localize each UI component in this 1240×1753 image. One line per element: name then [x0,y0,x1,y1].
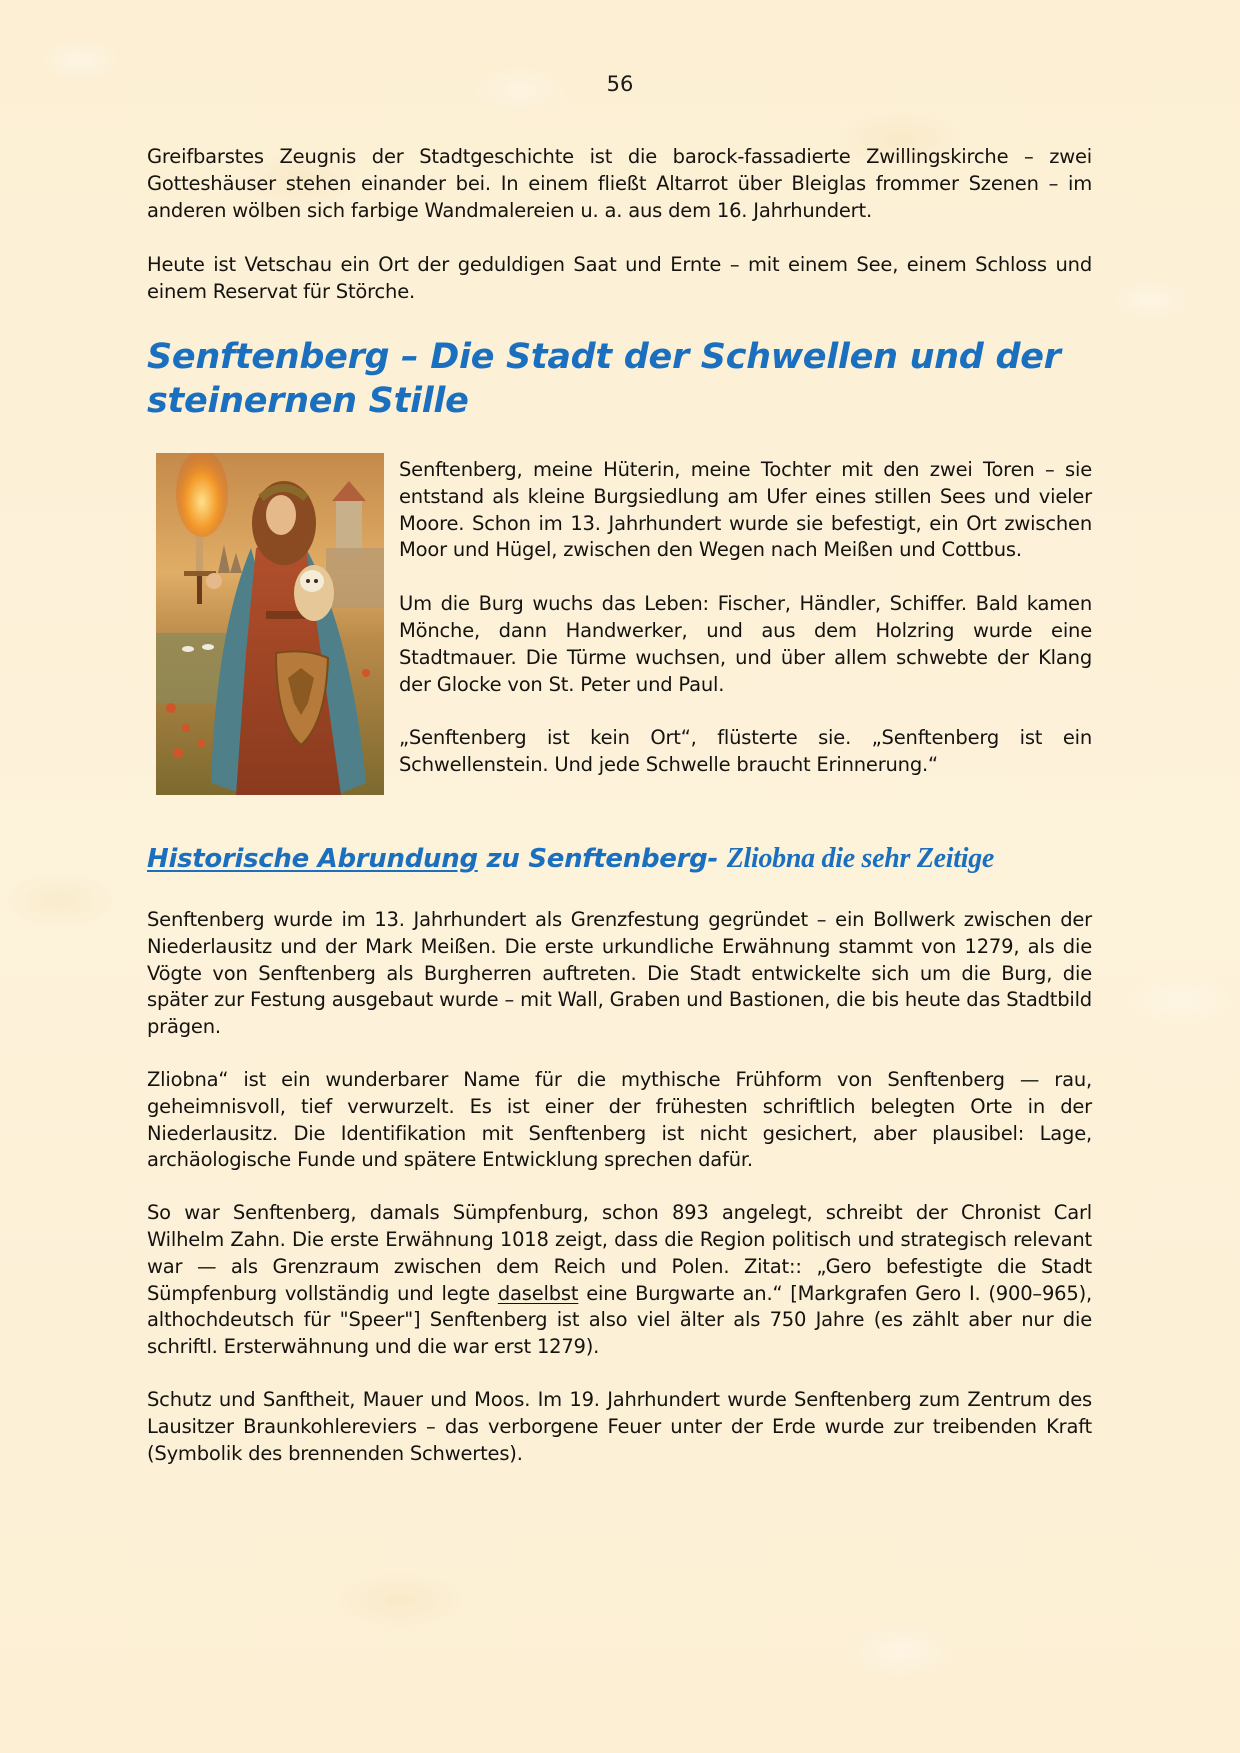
history-p3-before: So war Senftenberg, damals Sümpfenburg, schon 893 angelegt, schreibt der Chronist Carl Wilhelm Zahn. Die erste Erwähnung 1018 zeigt, dass die Region politisch und strategisch relevant war — als Grenzraum zwischen dem Reich und Polen. Zitat:: „Gero befestigte die Stadt Sümpfenburg vollständig und legte [147,1201,1092,1305]
history-paragraph: Schutz und Sanftheit, Mauer und Moos. Im 19. Jahrhundert wurde Senftenberg zum Zentrum des Lausitzer Braunkohlereviers – das verborgene Feuer unter der Erde wurde zur treibenden Kraft (Symbolik des brennenden Schwertes). [147,1387,1092,1465]
story-paragraph: „Senftenberg ist kein Ort“, flüsterte sie. „Senftenberg ist ein Schwellenstein. Und jede Schwelle braucht Erinnerung.“ [399,726,1092,777]
history-title-underlined: Historische Abrundung [147,844,478,874]
intro-paragraph: Greifbarstes Zeugnis der Stadtgeschichte ist die barock-fassadierte Zwillingskirche – zwei Gotteshäuser stehen einander bei. In einem fließt Altarrot über Bleiglas frommer Szenen – im anderen wölben sich farbige Wandmalereien u. a. aus dem 16. Jahrhundert. [147,145,1092,222]
portrait-illustration [156,453,384,795]
story-paragraph: Senftenberg, meine Hüterin, meine Tochter mit den zwei Toren – sie entstand als kleine Burgsiedlung am Ufer eines stillen Sees und vieler Moore. Schon im 13. Jahrhundert wurde sie befestigt, ein Ort zwischen Moor und Hügel, zwischen den Wegen nach Meißen und Cottbus. [399,458,1092,562]
story-paragraph: Um die Burg wuchs das Leben: Fischer, Händler, Schiffer. Bald kamen Mönche, dann Handwerker, und aus dem Holzring wurde eine Stadtmauer. Die Türme wuchsen, und über allem schwebte der Klang der Glocke von St. Peter und Paul. [399,592,1092,696]
history-paragraph [147,1200,1092,1361]
history-title [147,842,1092,876]
intro-section [147,143,1092,332]
story-text [399,457,1092,806]
history-title-serif: Zliobna die sehr Zeitige [726,843,995,874]
story-block [156,453,1092,813]
history-paragraph: Senftenberg wurde im 13. Jahrhundert als Grenzfestung gegründet – ein Bollwerk zwischen der Niederlausitz und der Mark Meißen. Die erste urkundliche Erwähnung stammt von 1279, als die Vögte von Senftenberg als Burgherren auftreten. Die Stadt entwickelte sich um die Burg, die später zur Festung ausgebaut wurde – mit Wall, Graben und Bastionen, die bis heute das Stadtbild prägen. [147,908,1092,1039]
page-number: 56 [606,72,634,96]
history-p3-after: eine Burgwarte an.“ [Markgrafen Gero I. (900–965), althochdeutsch für "Speer"] Senftenberg ist also viel älter als 750 Jahre (es zählt aber nur die schriftl. Ersterwähnung und die war erst 1279). [147,1281,1092,1359]
daselbst-underlined: daselbst [497,1281,579,1305]
history-section [147,907,1092,1493]
intro-paragraph: Heute ist Vetschau ein Ort der geduldigen Saat und Ernte – mit einem See, einem Schloss und einem Reservat für Störche. [147,253,1092,303]
history-paragraph: Zliobna“ ist ein wunderbarer Name für die mythische Frühform von Senftenberg — rau, geheimnisvoll, tief verwurzelt. Es ist einer der frühesten schriftlich belegten Orte in der Niederlausitz. Die Identifikation mit Senftenberg ist nicht gesichert, aber plausibel: Lage, archäologische Funde und spätere Entwicklung sprechen dafür. [147,1067,1092,1172]
history-title-rest: zu Senftenberg- [477,844,727,874]
section-title: Senftenberg – Die Stadt der Schwellen und der steinernen Stille [147,337,1061,421]
portrait-image-icon [156,453,384,795]
